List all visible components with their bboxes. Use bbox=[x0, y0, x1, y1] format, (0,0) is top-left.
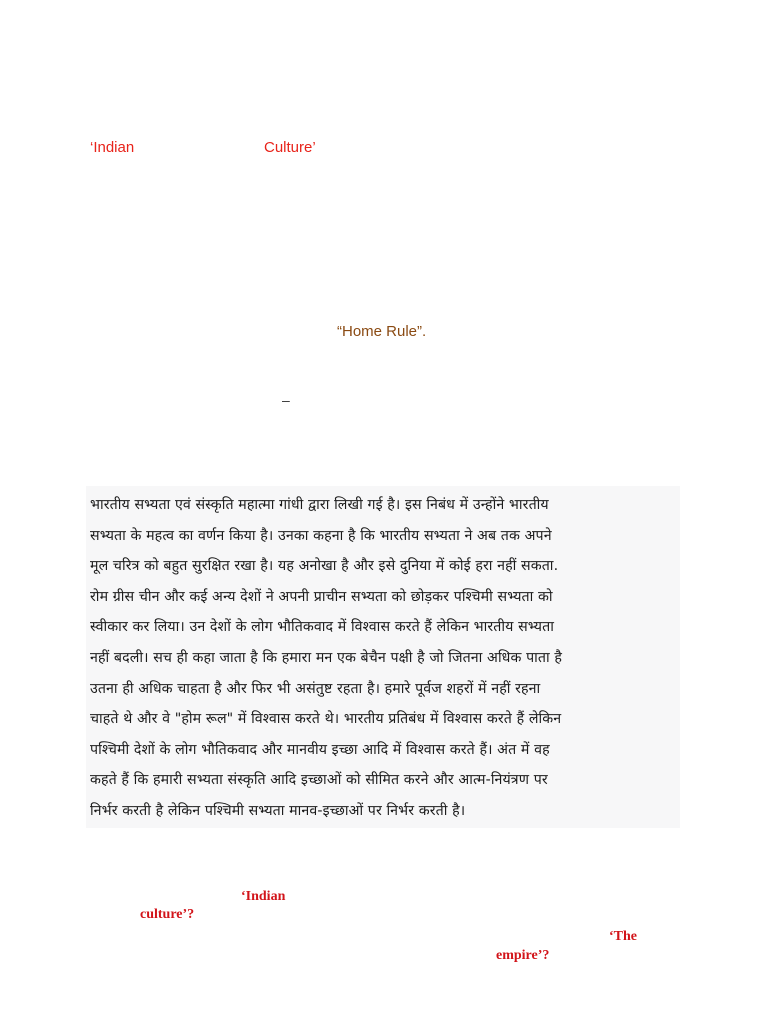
summary-line: उतना ही अधिक चाहता है और फिर भी असंतुष्ट रहता है। हमारे पूर्वज शहरों में नहीं रहना bbox=[90, 680, 541, 697]
subtitle-home-rule: “Home Rule”. bbox=[337, 323, 427, 340]
summary-line: चाहते थे और वे "होम रूल" में विश्वास करते थे। भारतीय प्रतिबंध में विश्वास करते हैं लेकिन bbox=[90, 711, 562, 728]
title-word-culture: Culture’ bbox=[264, 139, 316, 156]
summary-line: सभ्यता के महत्व का वर्णन किया है। उनका कहना है कि भारतीय सभ्यता ने अब तक अपने bbox=[90, 527, 552, 544]
question-2-empire: empire’? bbox=[496, 948, 550, 963]
question-1-indian: ‘Indian bbox=[241, 889, 286, 904]
summary-line: कहते हैं कि हमारी सभ्यता संस्कृति आदि इच्छाओं को सीमित करने और आत्म-नियंत्रण पर bbox=[90, 772, 548, 789]
question-2-the: ‘The bbox=[609, 929, 637, 944]
summary-line: मूल चरित्र को बहुत सुरक्षित रखा है। यह अनोखा है और इसे दुनिया में कोई हरा नहीं सकता. bbox=[90, 558, 559, 575]
dash-separator: – bbox=[282, 392, 290, 408]
hindi-summary-box bbox=[86, 486, 680, 828]
summary-line: नहीं बदली। सच ही कहा जाता है कि हमारा मन एक बेचैन पक्षी है जो जितना अधिक पाता है bbox=[90, 649, 563, 666]
question-1-culture: culture’? bbox=[140, 907, 195, 922]
summary-line: पश्चिमी देशों के लोग भौतिकवाद और मानवीय इच्छा आदि में विश्वास करते हैं। अंत में वह bbox=[90, 741, 550, 758]
summary-line: स्वीकार कर लिया। उन देशों के लोग भौतिकवाद में विश्वास करते हैं लेकिन भारतीय सभ्यता bbox=[90, 619, 554, 636]
summary-line: निर्भर करती है लेकिन पश्चिमी सभ्यता मानव-इच्छाओं पर निर्भर करती है। bbox=[90, 802, 466, 819]
summary-line: भारतीय सभ्यता एवं संस्कृति महात्मा गांधी द्वारा लिखी गई है। इस निबंध में उन्होंने भारतीय bbox=[90, 497, 549, 513]
title-word-indian: ‘Indian bbox=[90, 139, 135, 156]
summary-line: रोम ग्रीस चीन और कई अन्य देशों ने अपनी प्राचीन सभ्यता को छोड़कर पश्चिमी सभ्यता को bbox=[90, 588, 553, 605]
